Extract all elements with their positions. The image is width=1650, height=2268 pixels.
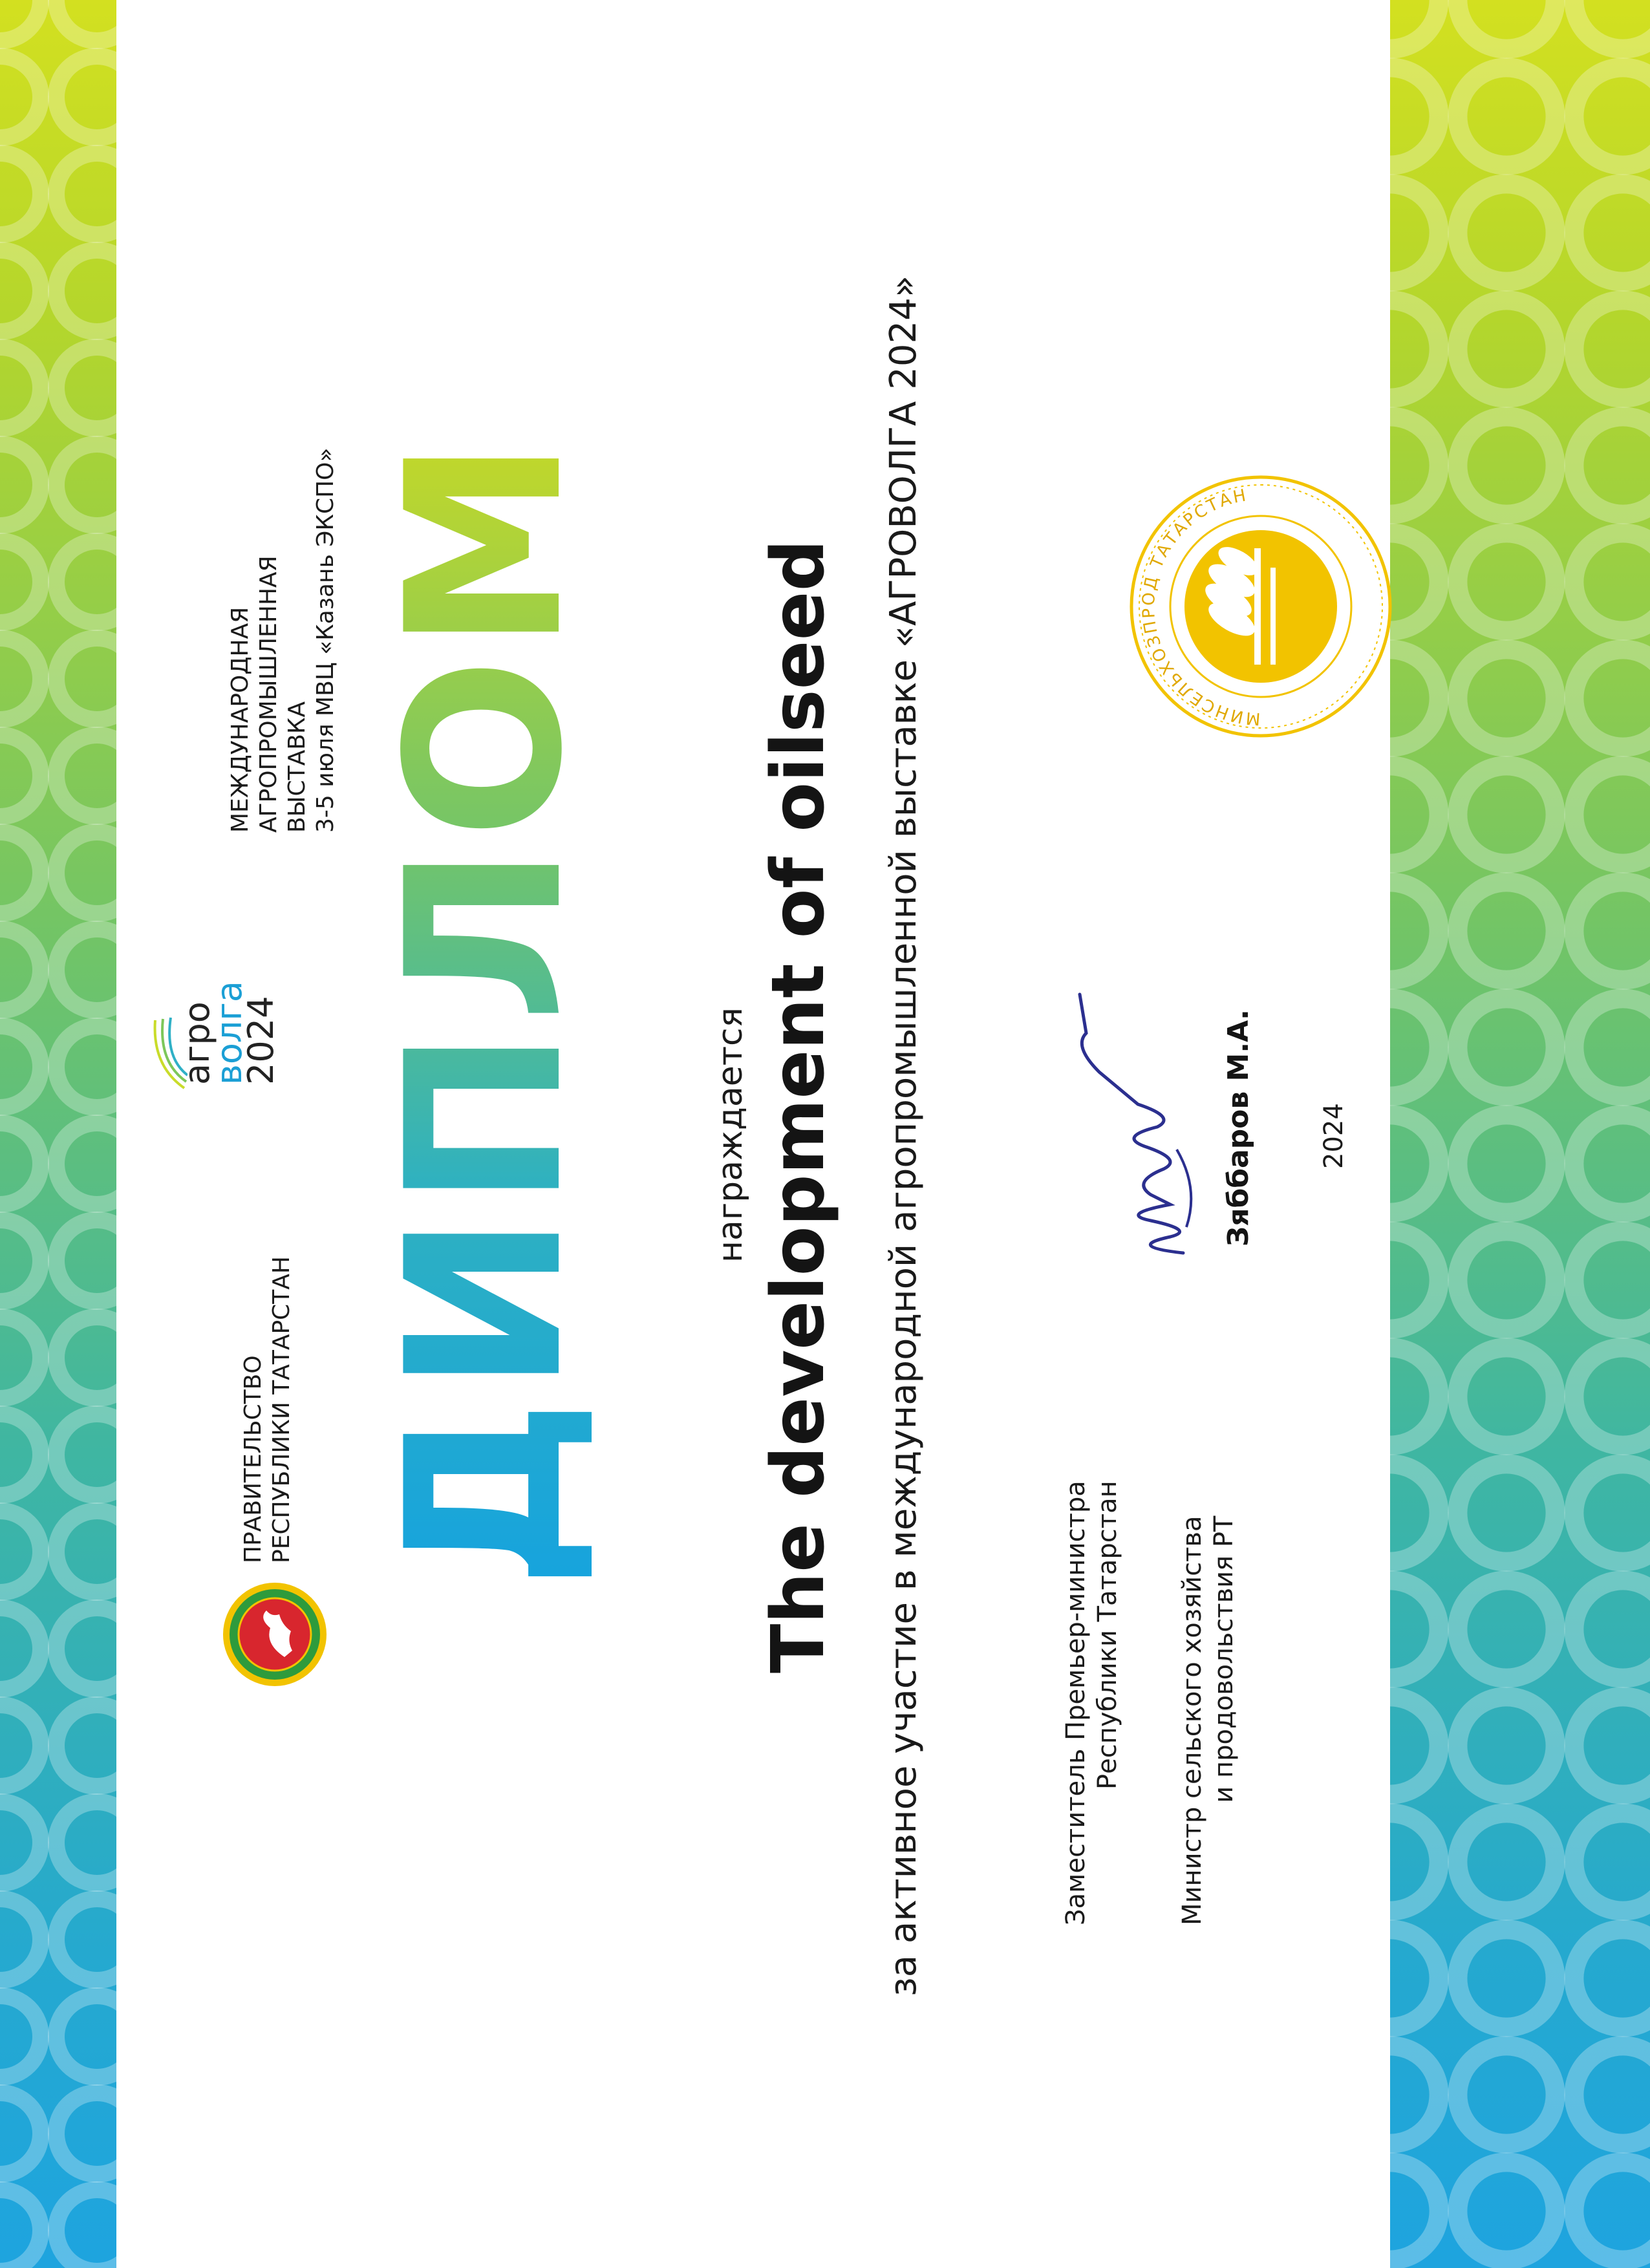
band-arc [56,735,116,817]
handwritten-signature [1073,981,1216,1266]
band-arc [1457,1580,1555,1678]
band-arc [1574,1696,1650,1794]
band-arc [56,1220,116,1301]
recipient-name: The development of oilseed [756,539,841,1673]
band-arc [1457,67,1555,165]
band-arc [0,1123,41,1204]
band-arc [1390,1115,1439,1212]
band-arc [0,1317,41,1398]
band-arc [1457,1696,1555,1794]
band-arc [1457,1813,1555,1910]
band-arc [56,56,116,138]
band-arc [1574,1929,1650,2027]
band-arc [1574,533,1650,630]
band-arc [0,1511,41,1592]
band-arc [1457,998,1555,1096]
band-arc [56,2093,116,2174]
band-arc [1457,1464,1555,1561]
band-arc [0,153,41,235]
band-arc [56,1802,116,1883]
band-arc [1390,2162,1439,2260]
band-arc [1574,1231,1650,1329]
band-arc [1574,765,1650,863]
logo-word-year: 2024 [241,996,282,1085]
band-arc [0,1802,41,1883]
band-arc [1574,1347,1650,1445]
band-arc [1574,2046,1650,2143]
awarded-label: награждается [711,1007,750,1263]
band-arc [0,638,41,720]
band-arc [56,541,116,623]
band-arc [1457,649,1555,747]
band-arc [1574,0,1650,49]
band-arc [0,1996,41,2077]
band-arc [56,2190,116,2268]
band-arc [0,347,41,429]
band-arc [1457,1347,1555,1445]
band-arc [56,832,116,914]
band-arc [1574,184,1650,281]
band-arc [0,832,41,914]
band-arc [56,1026,116,1107]
band-arc [56,929,116,1011]
band-arc [56,1705,116,1786]
band-arc [1390,882,1439,979]
band-arc [1390,67,1439,165]
band-arc [56,638,116,720]
band-arc [1574,882,1650,979]
band-arc [0,1705,41,1786]
band-arc [0,1608,41,1689]
band-arc [56,153,116,235]
band-arc [1390,184,1439,281]
band-arc [1390,1464,1439,1561]
band-arc [1457,882,1555,979]
band-arc [1390,649,1439,747]
band-arc [1390,300,1439,398]
band-arc [1574,998,1650,1096]
band-arc [1457,1231,1555,1329]
seal-ring-text: МИНСЕЛЬХОЗПРОД ТАТАРСТАН [1139,486,1261,729]
exhibition-label: МЕЖДУНАРОДНАЯ АГРОПРОМЫШЛЕННАЯ ВЫСТАВКА 3-5 июля МВЦ «Казань ЭКСПО» [227,447,339,833]
band-arc [0,56,41,138]
logo-word-volga: волга [208,981,250,1085]
band-arc [0,1414,41,1495]
band-arc [56,1123,116,1204]
band-arc [56,1414,116,1495]
band-arc [1390,1929,1439,2027]
band-arc [56,1317,116,1398]
band-pattern [1390,0,1650,2268]
award-reason: за активное участие в международной агропромышленной выставке «АГРОВОЛГА 2024» [883,275,925,1996]
band-arc [56,444,116,526]
band-arc [1390,1696,1439,1794]
band-arc [56,347,116,429]
government-label: ПРАВИТЕЛЬСТВО РЕСПУБЛИКИ ТАТАРСТАН [240,1256,295,1563]
band-arc [1390,1580,1439,1678]
band-arc [1457,533,1555,630]
band-arc [1457,765,1555,863]
band-arc [1457,1115,1555,1212]
band-arc [56,1996,116,2077]
band-arc [56,1899,116,1980]
logo-word-agro: агро [177,1001,217,1085]
diploma-title: ДИПЛОМ [361,432,609,1589]
band-arc [1457,2162,1555,2260]
logo-arcs-icon [149,1014,188,1091]
band-arc [1390,0,1439,49]
band-arc [1390,765,1439,863]
right-decorative-band [1390,0,1650,2268]
band-arc [1390,533,1439,630]
band-arc [0,541,41,623]
band-arc [0,2190,41,2268]
band-arc [1390,998,1439,1096]
band-arc [1574,67,1650,165]
band-arc [0,250,41,332]
signer-position-deputy: Заместитель Премьер-министра Республики Татарстан [1061,1481,1122,1925]
band-arc [56,1511,116,1592]
band-arc [1574,649,1650,747]
band-arc [1390,416,1439,514]
left-decorative-band [0,0,116,2268]
band-arc [1574,1580,1650,1678]
band-arc [1574,1813,1650,1910]
agrovolga-logo [177,981,282,1085]
band-arc [0,0,41,41]
band-arc [1574,1464,1650,1561]
ministry-seal-icon [1125,471,1397,742]
band-arc [0,1220,41,1301]
band-arc [0,735,41,817]
band-pattern [0,0,116,2268]
band-arc [56,250,116,332]
signer-position-minister: Министр сельского хозяйства и продовольствия РТ [1177,1515,1239,1925]
band-arc [1457,300,1555,398]
band-arc [1390,1347,1439,1445]
band-arc [0,444,41,526]
band-arc [1457,1929,1555,2027]
signer-name: Зяббаров М.А. [1222,1009,1255,1246]
band-arc [1574,1115,1650,1212]
band-arc [1390,2046,1439,2143]
band-arc [0,1026,41,1107]
band-arc [1457,184,1555,281]
issue-year: 2024 [1319,1103,1349,1169]
band-arc [56,1608,116,1689]
band-arc [1457,0,1555,49]
band-arc [1390,1813,1439,1910]
tatarstan-emblem-icon [220,1579,330,1689]
band-arc [0,1899,41,1980]
band-arc [56,0,116,41]
band-arc [1457,416,1555,514]
band-arc [1390,1231,1439,1329]
band-arc [1574,416,1650,514]
diploma-sheet [116,0,1390,2268]
band-arc [0,2093,41,2174]
band-arc [1574,300,1650,398]
band-arc [1574,2162,1650,2260]
band-arc [1457,2046,1555,2143]
band-arc [0,929,41,1011]
